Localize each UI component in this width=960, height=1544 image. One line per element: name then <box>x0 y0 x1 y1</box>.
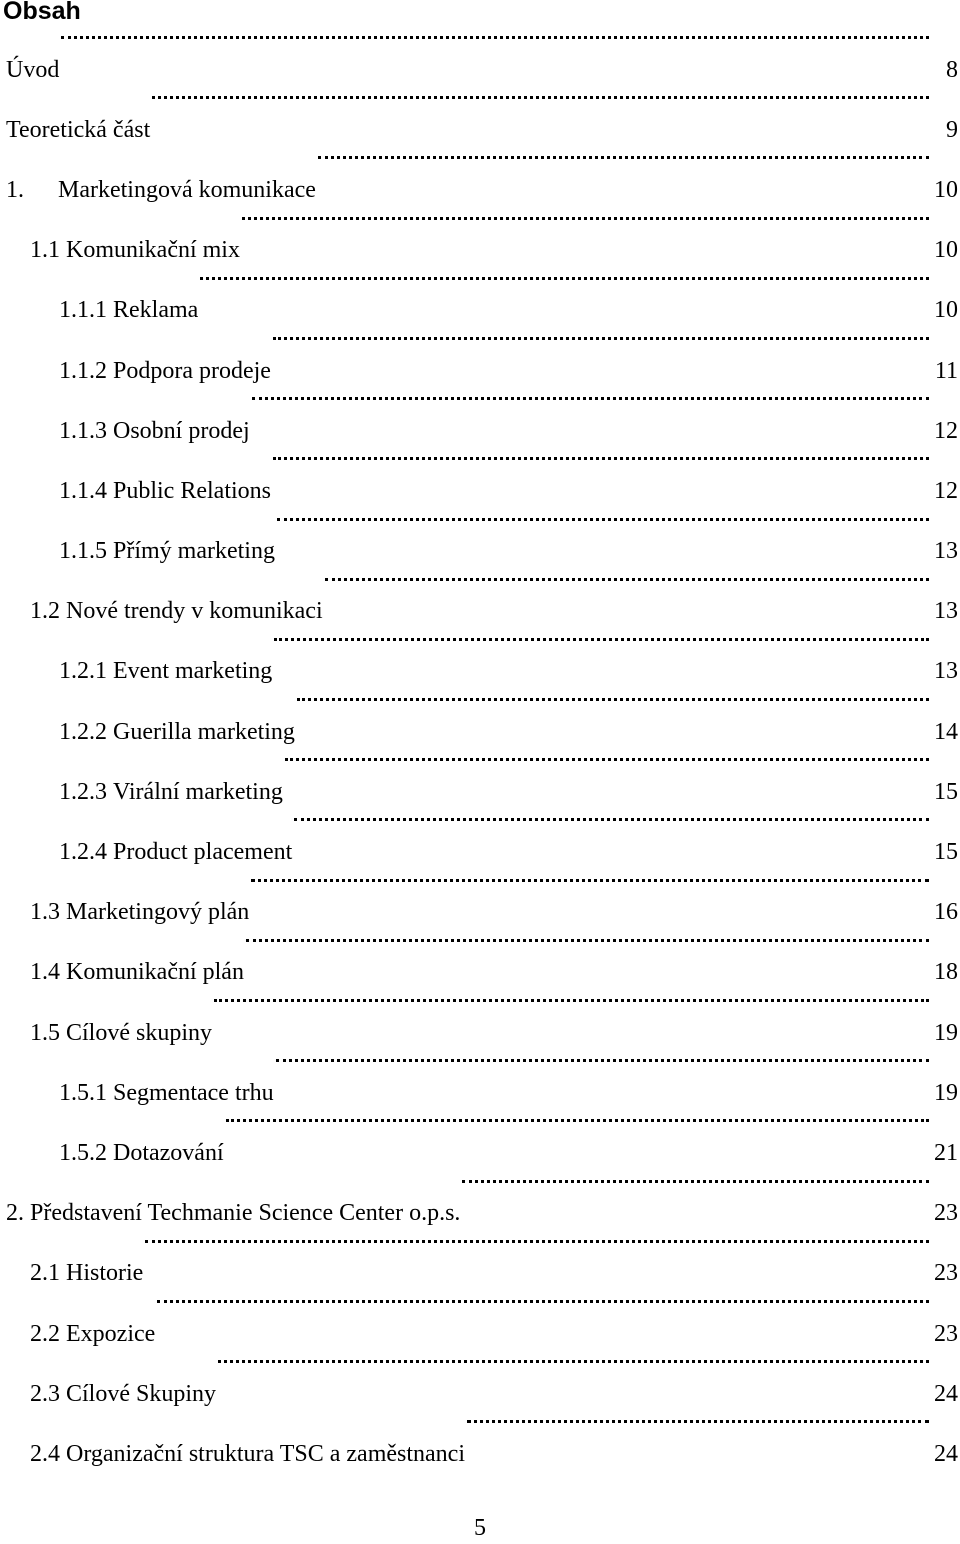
toc-entry-title: Přímý marketing <box>113 538 275 565</box>
toc-entry-page: 13 <box>934 658 958 685</box>
toc-entry-title: Úvod <box>6 56 60 83</box>
toc-entry[interactable] <box>0 40 960 100</box>
toc-entry-number: 1.1.1 <box>59 297 107 324</box>
toc-entry-title: Komunikační mix <box>66 237 240 264</box>
toc-dot-leader <box>273 456 929 460</box>
toc-dot-leader <box>277 517 929 521</box>
toc-entry-page: 13 <box>934 538 958 565</box>
toc-entry[interactable] <box>0 702 960 762</box>
toc-entry-number: 1.2.1 <box>59 658 107 685</box>
toc-entry-page: 23 <box>934 1260 958 1287</box>
toc-entry-number: 2.4 <box>30 1440 60 1467</box>
toc-dot-leader <box>246 938 929 942</box>
toc-entry-number: 1.2.2 <box>59 718 107 745</box>
toc-entry-number: 1.1.3 <box>59 417 107 444</box>
toc-entry-page: 24 <box>934 1380 958 1407</box>
toc-entry-page: 19 <box>934 1079 958 1106</box>
toc-dot-leader <box>226 1118 929 1122</box>
toc-entry-title: Marketingový plán <box>66 899 250 926</box>
toc-entry-page: 23 <box>934 1320 958 1347</box>
toc-entry-number: 2.1 <box>30 1260 60 1287</box>
toc-entry-number: 1.5.1 <box>59 1079 107 1106</box>
toc-entry-page: 15 <box>934 839 958 866</box>
toc-entry[interactable] <box>0 1364 960 1424</box>
toc-entry-page: 24 <box>934 1440 958 1467</box>
toc-entry[interactable] <box>0 1304 960 1364</box>
toc-entry-page: 19 <box>934 1019 958 1046</box>
toc-entry-page: 10 <box>934 297 958 324</box>
toc-entry-page: 15 <box>934 778 958 805</box>
toc-entry-number: 2. <box>6 1200 24 1227</box>
toc-entry[interactable] <box>0 160 960 220</box>
toc-entry-page: 16 <box>934 899 958 926</box>
toc-dot-leader <box>252 396 929 400</box>
toc-entry[interactable] <box>0 401 960 461</box>
toc-entry-number: 1.4 <box>30 959 60 986</box>
table-of-contents <box>0 40 960 1485</box>
toc-entry[interactable] <box>0 461 960 521</box>
toc-dot-leader <box>462 1179 929 1183</box>
toc-entry-number: 1.2 <box>30 598 60 625</box>
toc-entry-number: 1.2.4 <box>59 839 107 866</box>
page-number: 5 <box>474 1515 486 1541</box>
toc-entry[interactable] <box>0 1063 960 1123</box>
toc-entry-page: 12 <box>934 417 958 444</box>
toc-entry-page: 13 <box>934 598 958 625</box>
toc-entry-title: Nové trendy v komunikaci <box>66 598 323 625</box>
toc-dot-leader <box>251 878 929 882</box>
toc-entry-title: Product placement <box>113 839 293 866</box>
toc-dot-leader <box>218 1359 929 1363</box>
toc-dot-leader <box>294 817 929 821</box>
toc-entry-title: Guerilla marketing <box>113 718 295 745</box>
toc-entry[interactable] <box>0 762 960 822</box>
toc-entry[interactable] <box>0 100 960 160</box>
toc-entry[interactable] <box>0 822 960 882</box>
toc-dot-leader <box>467 1419 929 1423</box>
toc-dot-leader <box>276 1058 929 1062</box>
toc-entry-title: Reklama <box>113 297 199 324</box>
toc-dot-leader <box>274 637 929 641</box>
toc-entry-title: Osobní prodej <box>113 417 250 444</box>
toc-dot-leader <box>157 1299 929 1303</box>
toc-entry[interactable] <box>0 1123 960 1183</box>
toc-entry[interactable] <box>0 1184 960 1244</box>
toc-dot-leader <box>273 336 929 340</box>
toc-entry-page: 23 <box>934 1200 958 1227</box>
toc-entry-number: 1.5 <box>30 1019 60 1046</box>
toc-entry-title: Představení Techmanie Science Center o.p.s. <box>30 1200 461 1227</box>
toc-entry-title: Podpora prodeje <box>113 357 271 384</box>
toc-entry-title: Komunikační plán <box>66 959 244 986</box>
toc-entry-page: 8 <box>946 56 958 83</box>
toc-entry-number: 1.1 <box>30 237 60 264</box>
toc-entry-page: 18 <box>934 959 958 986</box>
toc-entry-title: Cílové Skupiny <box>66 1380 217 1407</box>
toc-entry-page: 14 <box>934 718 958 745</box>
toc-entry-title: Segmentace trhu <box>113 1079 274 1106</box>
toc-entry-page: 21 <box>934 1139 958 1166</box>
toc-dot-leader <box>152 95 929 99</box>
toc-dot-leader <box>200 276 929 280</box>
toc-entry-number: 1.3 <box>30 899 60 926</box>
toc-entry[interactable] <box>0 1424 960 1484</box>
toc-dot-leader <box>145 1239 929 1243</box>
toc-entry[interactable] <box>0 341 960 401</box>
toc-entry-number: 2.3 <box>30 1380 60 1407</box>
toc-entry-title: Event marketing <box>113 658 273 685</box>
toc-entry-title: Marketingová komunikace <box>58 176 316 203</box>
toc-dot-leader <box>297 697 929 701</box>
toc-entry[interactable] <box>0 1003 960 1063</box>
toc-entry-page: 10 <box>934 176 958 203</box>
toc-entry-title: Teoretická část <box>6 116 151 143</box>
toc-entry[interactable] <box>0 1244 960 1304</box>
toc-entry-number: 1.1.5 <box>59 538 107 565</box>
toc-entry[interactable] <box>0 582 960 642</box>
toc-dot-leader <box>61 35 929 39</box>
toc-entry-number: 2.2 <box>30 1320 60 1347</box>
toc-entry[interactable] <box>0 883 960 943</box>
toc-entry-title: Dotazování <box>113 1139 224 1166</box>
toc-entry-page: 12 <box>934 477 958 504</box>
toc-entry[interactable] <box>0 642 960 702</box>
toc-entry-title: Virální marketing <box>113 778 283 805</box>
toc-dot-leader <box>214 998 929 1002</box>
toc-entry-number: 1.5.2 <box>59 1139 107 1166</box>
toc-entry-title: Public Relations <box>113 477 271 504</box>
toc-dot-leader <box>285 757 929 761</box>
toc-entry-page: 10 <box>934 237 958 264</box>
toc-heading: Obsah <box>3 0 81 25</box>
toc-entry-number: 1.1.4 <box>59 477 107 504</box>
toc-entry-number: 1.2.3 <box>59 778 107 805</box>
toc-entry-title: Organizační struktura TSC a zaměstnanci <box>66 1440 465 1467</box>
toc-dot-leader <box>325 577 929 581</box>
toc-entry[interactable] <box>0 221 960 281</box>
toc-entry-number: 1. <box>6 176 24 203</box>
toc-entry[interactable] <box>0 281 960 341</box>
toc-entry-title: Cílové skupiny <box>66 1019 213 1046</box>
toc-entry-page: 11 <box>934 357 958 384</box>
toc-entry-title: Expozice <box>66 1320 156 1347</box>
toc-dot-leader <box>242 216 929 220</box>
toc-entry[interactable] <box>0 943 960 1003</box>
toc-entry-title: Historie <box>66 1260 144 1287</box>
toc-entry-number: 1.1.2 <box>59 357 107 384</box>
toc-dot-leader <box>318 155 929 159</box>
toc-entry-page: 9 <box>946 116 958 143</box>
toc-entry[interactable] <box>0 522 960 582</box>
